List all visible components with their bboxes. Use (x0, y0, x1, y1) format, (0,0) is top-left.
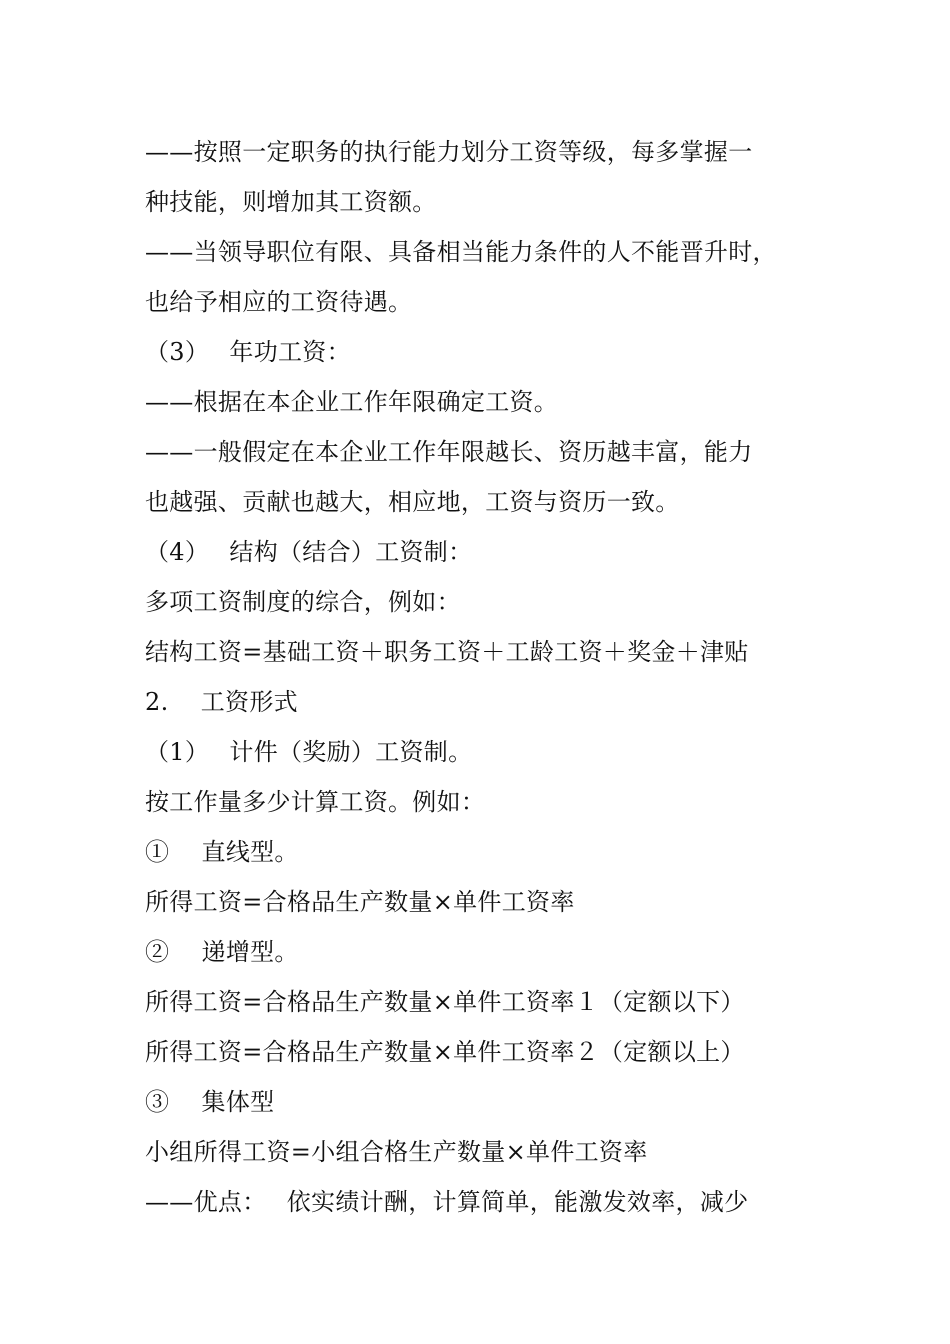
text-line-10: 多项工资制度的综合，例如： (145, 588, 461, 616)
text-line-7: ——一般假定在本企业工作年限越长、资历越丰富，能力 (145, 438, 753, 466)
list-item-progressive: ② 递增型。 (145, 938, 299, 966)
formula-linear: 所得工资=合格品生产数量×单件工资率 (145, 888, 575, 916)
formula-collective: 小组所得工资=小组合格生产数量×单件工资率 (145, 1138, 648, 1166)
text-line-2: 种技能，则增加其工资额。 (145, 188, 437, 216)
section-heading-structural-wage: （4） 结构（结合）工资制： (145, 538, 473, 566)
text-line-advantages: ——优点： 依实绩计酬，计算简单，能激发效率，减少 (145, 1188, 749, 1216)
text-line-1: ——按照一定职务的执行能力划分工资等级，每多掌握一 (145, 138, 753, 166)
list-item-collective: ③ 集体型 (145, 1088, 275, 1116)
section-heading-piece-rate: （1） 计件（奖励）工资制。 (145, 738, 473, 766)
formula-progressive-below-quota: 所得工资=合格品生产数量×单件工资率１（定额以下） (145, 988, 745, 1016)
section-heading-wage-forms: 2. 工资形式 (145, 688, 298, 716)
formula-structural-wage: 结构工资=基础工资＋职务工资＋工龄工资＋奖金＋津贴 (145, 638, 749, 666)
text-line-14: 按工作量多少计算工资。例如： (145, 788, 486, 816)
section-heading-seniority-wage: （3） 年功工资： (145, 338, 351, 366)
text-line-8: 也越强、贡献也越大，相应地，工资与资历一致。 (145, 488, 680, 516)
text-line-4: 也给予相应的工资待遇。 (145, 288, 413, 316)
list-item-linear: ① 直线型。 (145, 838, 299, 866)
text-line-6: ——根据在本企业工作年限确定工资。 (145, 388, 559, 416)
text-line-3: ——当领导职位有限、具备相当能力条件的人不能晋升时， (145, 238, 777, 266)
formula-progressive-above-quota: 所得工资=合格品生产数量×单件工资率２（定额以上） (145, 1038, 745, 1066)
